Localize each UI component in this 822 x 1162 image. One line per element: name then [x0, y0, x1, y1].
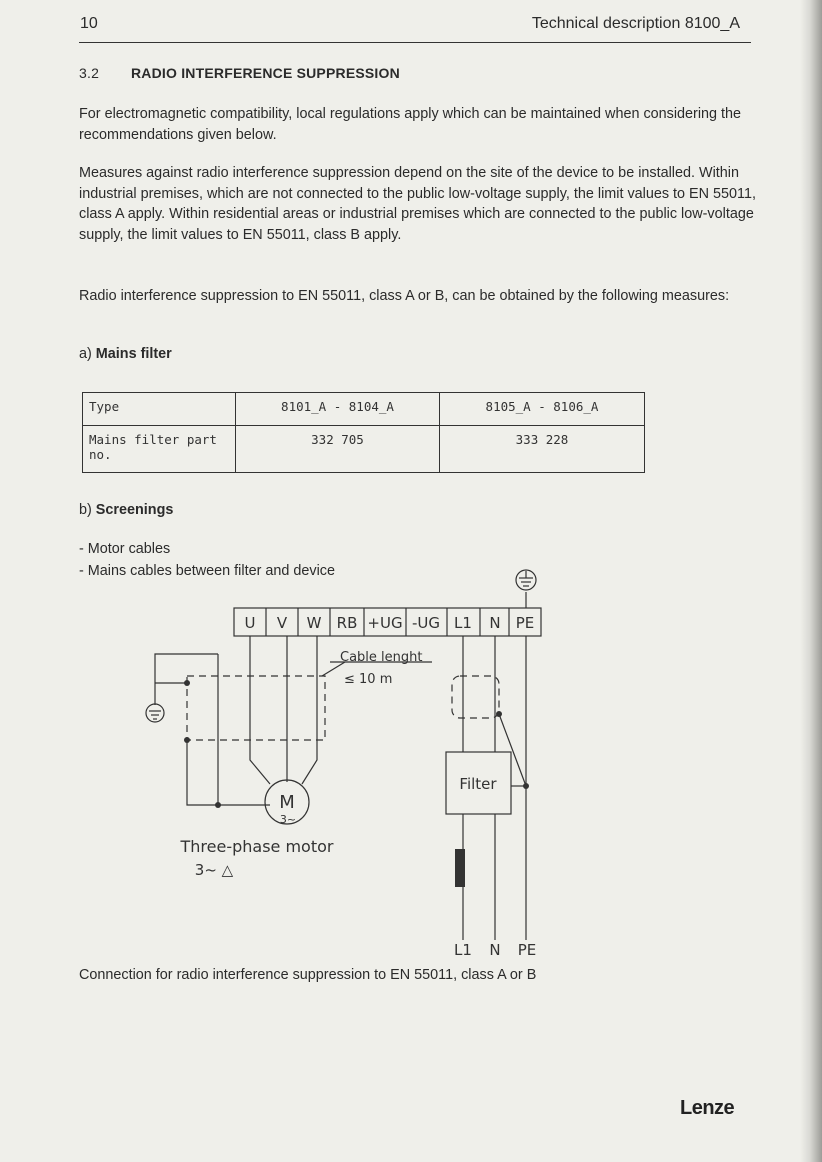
figure-caption: Connection for radio interference suppression to EN 55011, class A or B [79, 967, 537, 983]
supply-label: L1 [454, 941, 472, 959]
cable-length-label: Cable lenght [340, 650, 423, 665]
page-number: 10 [80, 15, 98, 32]
table-cell: 332 705 [236, 426, 440, 473]
lenze-logo: Lenze [680, 1097, 735, 1119]
motor-phase: 3~ [279, 813, 297, 826]
paragraph-intro: For electromagnetic compatibility, local regulations apply which can be maintained when considering the recommendations given below. [79, 106, 742, 143]
screenings-title: Screenings [95, 502, 174, 518]
list-item: - Motor cables [79, 541, 171, 557]
terminal-label: N [489, 614, 501, 632]
terminal-label: -UG [411, 614, 441, 632]
terminal-label: +UG [367, 614, 403, 632]
mains-filter-prefix: a) [79, 346, 92, 362]
motor-label: Three-phase motor [180, 837, 334, 856]
supply-label: N [489, 941, 501, 959]
table-header-cell: Type [83, 393, 236, 426]
cable-length-limit: ≤ 10 m [344, 672, 393, 687]
mains-filter-title: Mains filter [95, 346, 172, 362]
terminal-label: PE [515, 614, 535, 632]
paragraph-obtained: Radio interference suppression to EN 55011, class A or B, can be obtained by the following measures: [79, 288, 730, 304]
screenings-prefix: b) [79, 502, 92, 518]
table-header-cell: 8105_A - 8106_A [440, 393, 645, 426]
terminal-label: L1 [454, 614, 472, 632]
filter-label: Filter [459, 775, 497, 793]
terminal-label: U [244, 614, 256, 632]
motor-symbol: M [279, 792, 295, 813]
supply-label: PE [517, 941, 537, 959]
terminal-label: RB [336, 614, 358, 632]
section-number: 3.2 [79, 65, 100, 81]
terminal-label: V [276, 614, 288, 632]
table-header-cell: 8101_A - 8104_A [236, 393, 440, 426]
choke-symbol [455, 849, 465, 887]
table-cell: Mains filter part no. [83, 426, 236, 473]
table-cell: 333 228 [440, 426, 645, 473]
section-title: RADIO INTERFERENCE SUPPRESSION [131, 65, 400, 81]
paragraph-measures: Measures against radio interference suppression depend on the site of the device to be installed. Within industrial premises, which are not connected to the public low-voltage supply, the limit values to EN 55011, class A apply. Within residential areas or industrial premises which are connected to the public low-voltage supply, the limit values to EN 55011, class B apply. [79, 165, 756, 243]
list-item: - Mains cables between filter and device [79, 563, 335, 579]
document-title: Technical description 8100_A [531, 15, 740, 32]
terminal-label: W [306, 614, 322, 632]
motor-connection: 3~ △ [194, 861, 234, 879]
